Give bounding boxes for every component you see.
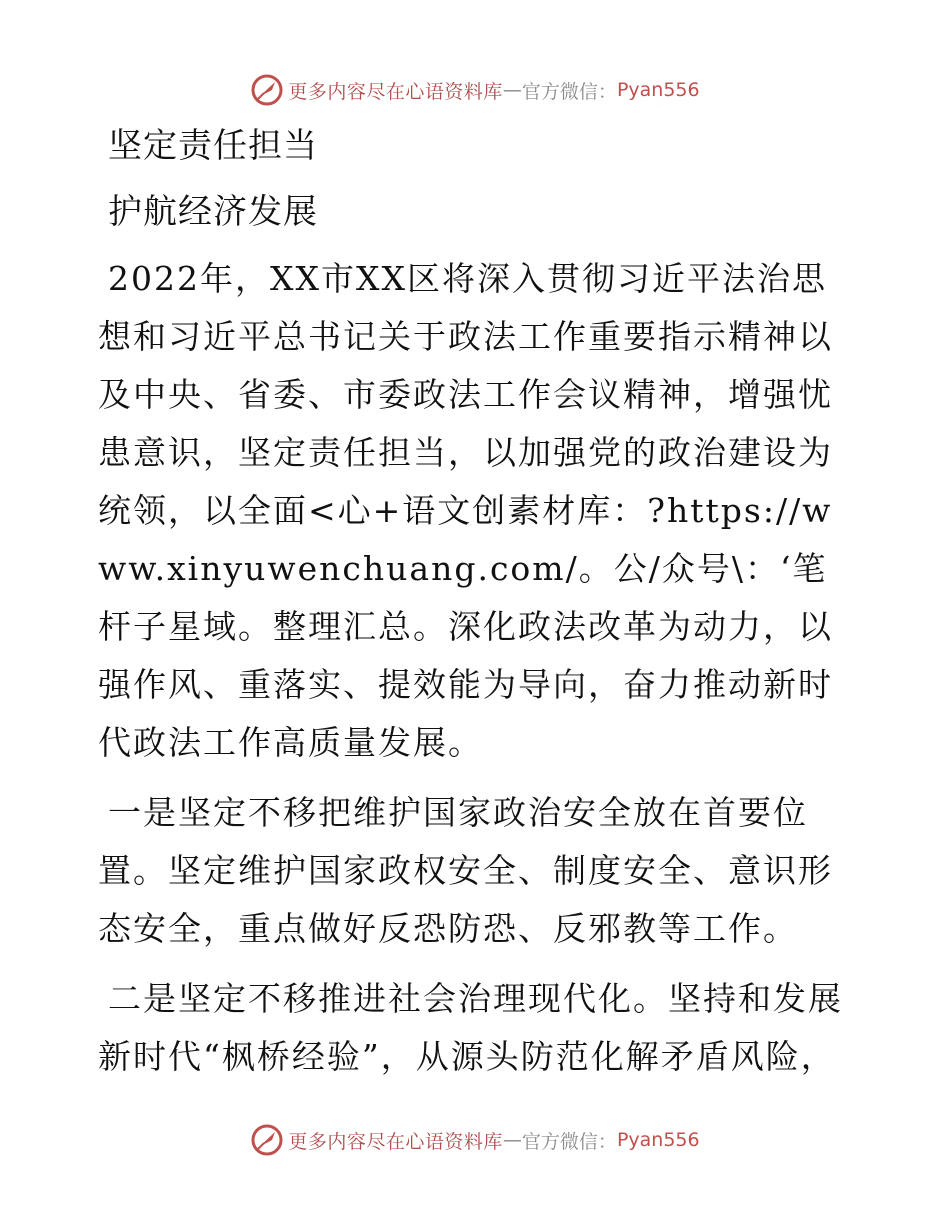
paragraph-intro: 2022年，XX市XX区将深入贯彻习近平法治思想和习近平总书记关于政法工作重要指示精神以及中央、省委、市委政法工作会议精神，增强忧患意识，坚定责任担当，以加强党的政治建设为统领，以全面<心+语文创素材库：?https://www.xinyuwenchuang.com/。公/众号\：‘笔杆子星域。整理汇总。深化政法改革为动力，以强作风、重落实、提效能为导向，奋力推动新时代政法工作高质量发展。	[98, 259, 833, 762]
banner-text: 更多内容尽在心语资料库	[288, 1130, 503, 1153]
banner-separator: —	[502, 79, 522, 101]
quill-circle-icon	[250, 73, 284, 107]
quill-circle-icon	[250, 1123, 284, 1157]
document-title-line-1: 坚定责任担当	[108, 126, 318, 166]
banner-separator: —	[502, 1129, 522, 1151]
paragraph-point-one: 一是坚定不移把维护国家政治安全放在首要位置。坚定维护国家政权安全、制度安全、意识形态安全，重点做好反恐防恐、反邪教等工作。	[98, 793, 833, 948]
document-body	[98, 118, 858, 1098]
banner-wechat-label: 官方微信：	[521, 1130, 617, 1153]
footer-watermark-banner	[0, 1120, 950, 1160]
banner-wechat-id: Pyan556	[616, 1129, 700, 1151]
document-title-line-2: 护航经济发展	[108, 192, 318, 232]
banner-wechat-label: 官方微信：	[521, 80, 617, 103]
paragraph-point-two: 二是坚定不移推进社会治理现代化。坚持和发展新时代“枫桥经验”，从源头防范化解矛盾风险，	[98, 979, 843, 1076]
banner-wechat-id: Pyan556	[616, 79, 700, 101]
header-watermark-banner	[0, 70, 950, 110]
banner-text: 更多内容尽在心语资料库	[288, 80, 503, 103]
